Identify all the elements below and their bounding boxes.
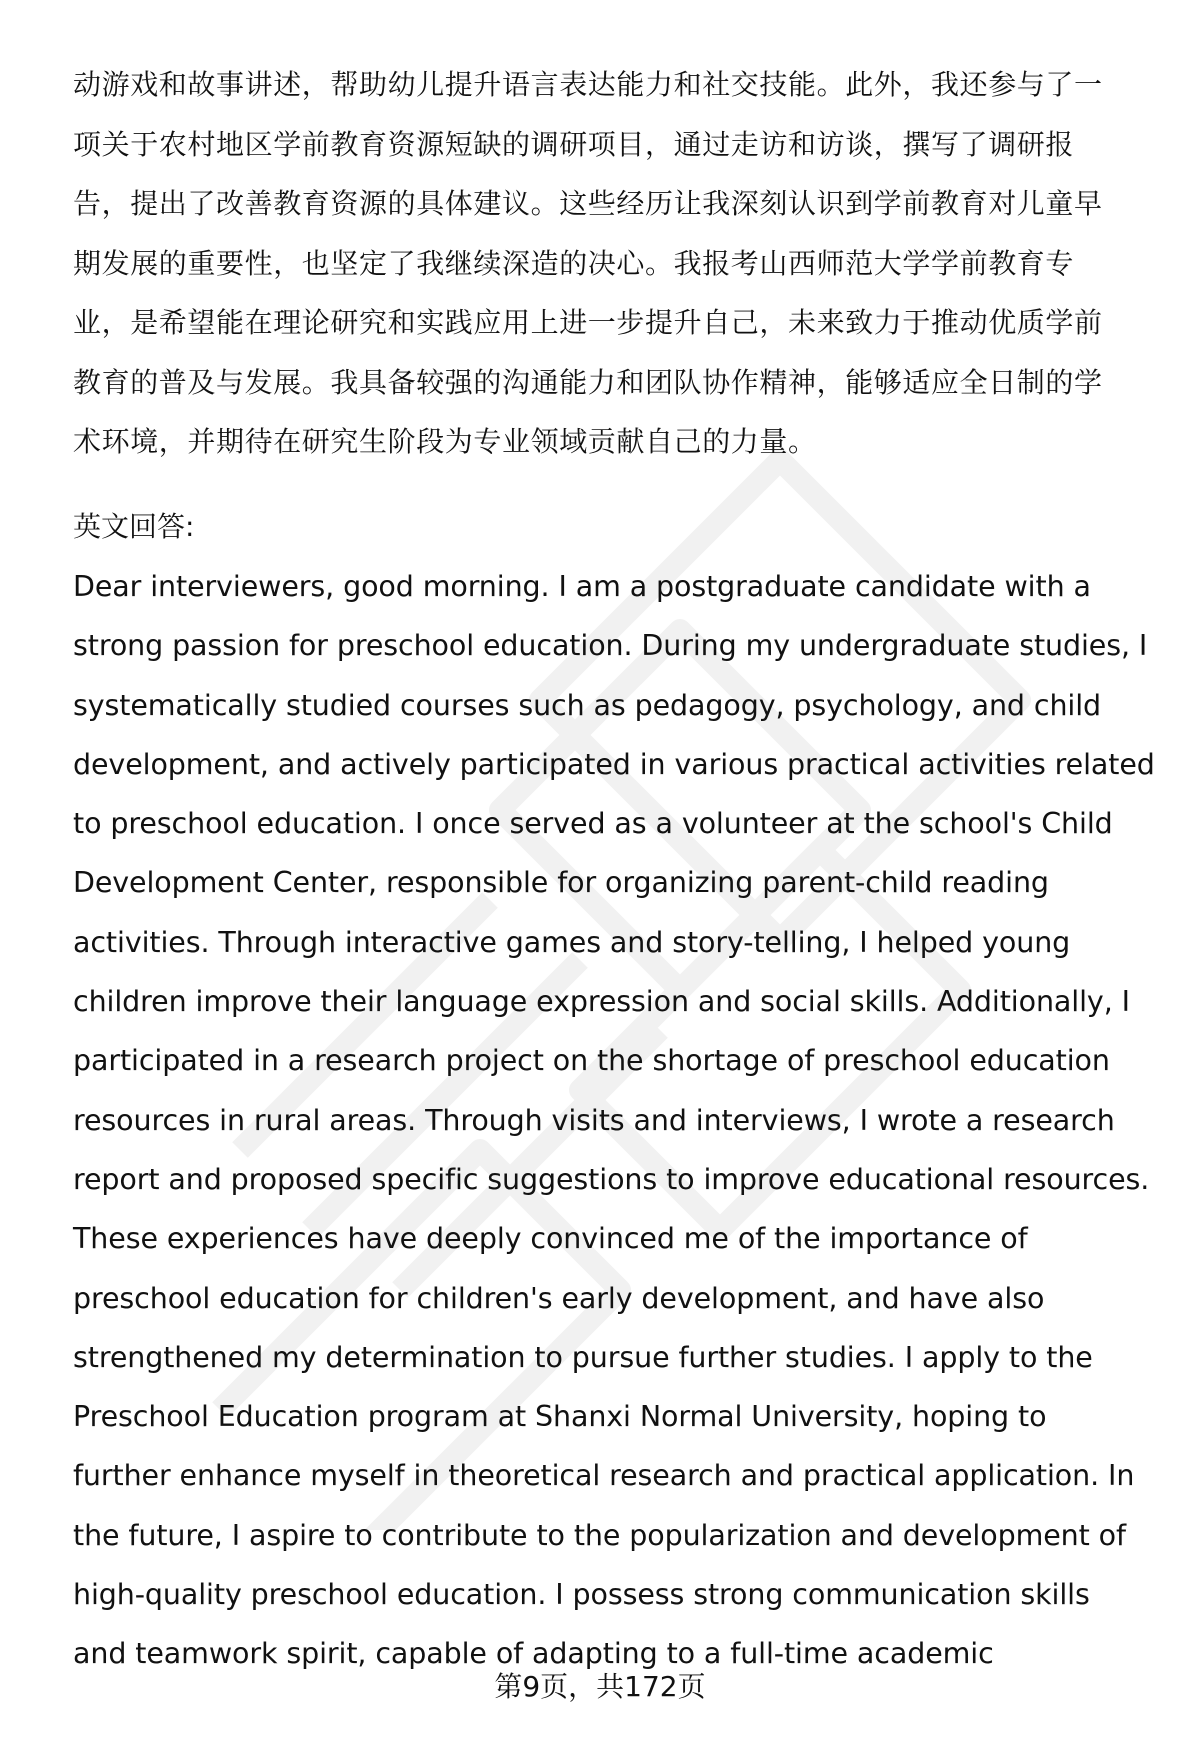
text-line: Development Center, responsible for organizing parent-child reading <box>73 866 1049 900</box>
text-line: report and proposed specific suggestions to improve educational resources. <box>73 1162 1150 1196</box>
text-line: systematically studied courses such as pedagogy, psychology, and child <box>73 688 1102 722</box>
text-line: These experiences have deeply convinced me of the importance of <box>73 1222 1028 1256</box>
text-line: preschool education for children's early development, and have also <box>73 1281 1045 1315</box>
text-line: resources in rural areas. Through visits and interviews, I wrote a research <box>73 1103 1115 1137</box>
text-line: high-quality preschool education. I possess strong communication skills <box>73 1578 1090 1612</box>
text-line: 动游戏和故事讲述，帮助幼儿提升语言表达能力和社交技能。此外，我还参与了一 <box>73 68 1103 101</box>
text-line: Dear interviewers, good morning. I am a postgraduate candidate with a <box>73 570 1091 603</box>
text-line: to preschool education. I once served as a volunteer at the school's Child <box>73 807 1113 841</box>
text-line: 教育的普及与发展。我具备较强的沟通能力和团队协作精神，能够适应全日制的学 <box>73 365 1103 399</box>
text-line: further enhance myself in theoretical research and practical application. In <box>73 1459 1135 1493</box>
page-number-footer: 第9页，共172页 <box>494 1670 706 1703</box>
text-line: 告，提出了改善教育资源的具体建议。这些经历让我深刻认识到学前教育对儿童早 <box>73 187 1103 220</box>
text-line: the future, I aspire to contribute to the popularization and development of <box>73 1518 1126 1552</box>
text-line: and teamwork spirit, capable of adapting to a full-time academic <box>73 1637 994 1671</box>
text-line: strengthened my determination to pursue further studies. I apply to the <box>73 1340 1093 1374</box>
english-answer-paragraph <box>73 557 1173 1684</box>
text-line: Preschool Education program at Shanxi Normal University, hoping to <box>73 1400 1047 1434</box>
text-line: 期发展的重要性，也坚定了我继续深造的决心。我报考山西师范大学学前教育专 <box>73 246 1075 280</box>
chinese-answer-paragraph <box>73 55 1153 472</box>
text-line: participated in a research project on the shortage of preschool education <box>73 1044 1110 1078</box>
text-line: 项关于农村地区学前教育资源短缺的调研项目，通过走访和访谈，撰写了调研报 <box>73 127 1075 161</box>
text-line: activities. Through interactive games and story-telling, I helped young <box>73 925 1071 959</box>
english-answer-heading: 英文回答: <box>73 510 195 543</box>
text-line: children improve their language expression and social skills. Additionally, I <box>73 985 1130 1019</box>
text-line: strong passion for preschool education. During my undergraduate studies, I <box>73 629 1148 663</box>
text-line: 术环境，并期待在研究生阶段为专业领域贡献自己的力量。 <box>73 425 817 458</box>
text-line: development, and actively participated in various practical activities related <box>73 747 1155 781</box>
text-line: 业，是希望能在理论研究和实践应用上进一步提升自己，未来致力于推动优质学前 <box>73 306 1103 339</box>
